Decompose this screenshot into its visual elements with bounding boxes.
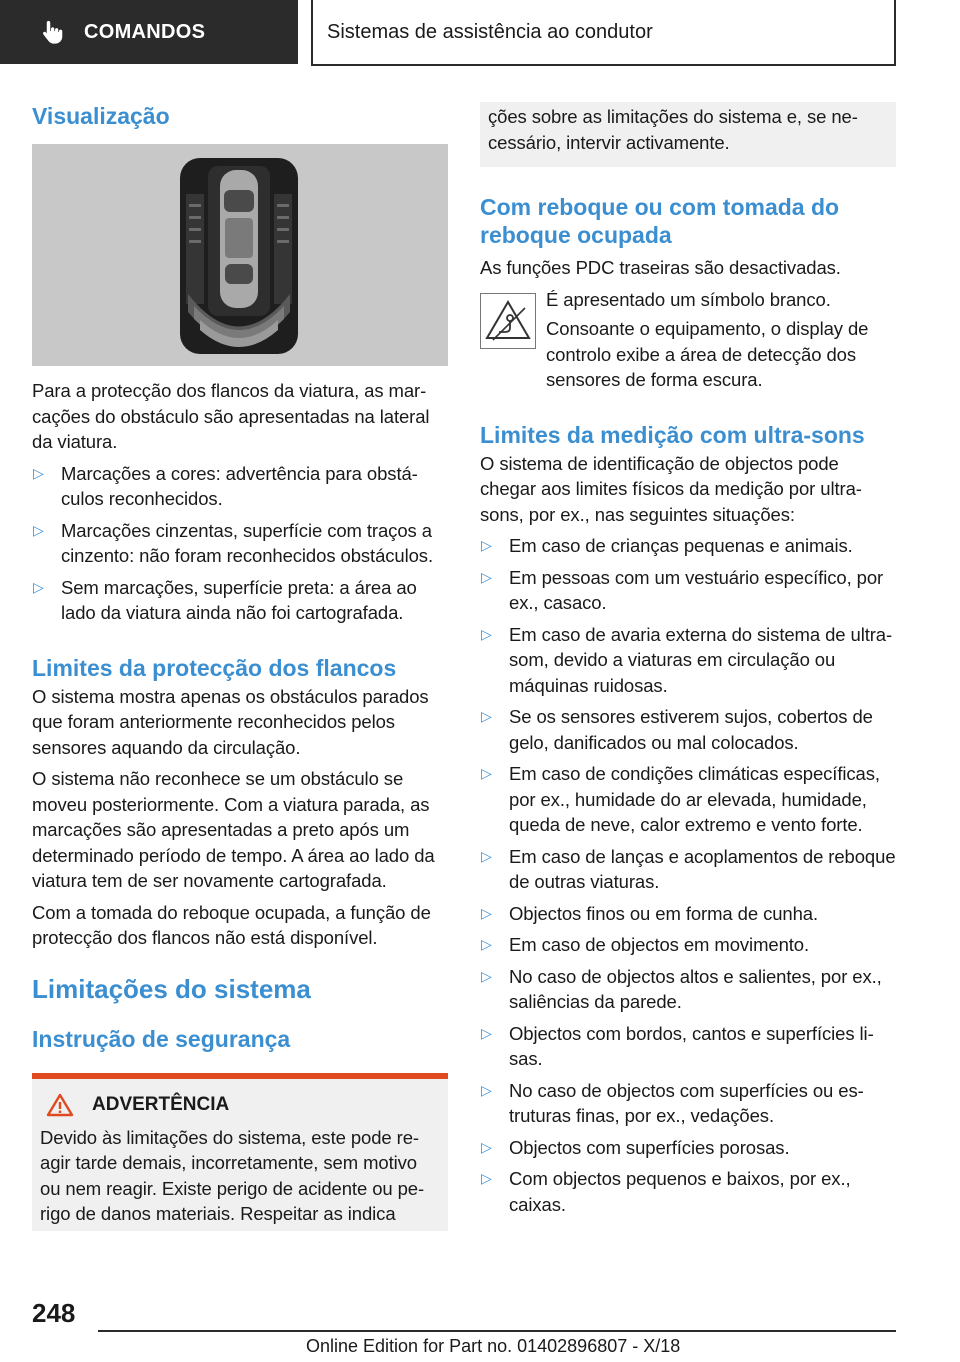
symbol-row [480,287,896,393]
right-column [480,102,896,1217]
footer-edition: Online Edition for Part no. 01402896807 - X/18 [306,1336,681,1356]
trailer-hitch-icon [481,294,535,348]
heading-visualizacao: Visualização [32,103,170,129]
heading-limites-flancos: Limites da protecção dos flancos [32,654,397,681]
left-column [32,102,448,1231]
marking-bullets [32,461,448,626]
list-item: ▷ No caso de objectos com superfícies ou estruturas finas, por ex., vedações. [481,1079,864,1126]
car-topview-illustration [32,144,448,366]
heading-ultra-sons: Limites da medição com ultra-sons [480,421,865,448]
footer-rule [98,1330,896,1332]
warning-triangle-icon [46,1093,74,1117]
triangle-bullet-icon: ▷ [481,904,492,921]
hand-pointer-icon [38,18,66,46]
list-item: ▷ Se os sensores estiverem sujos, cobertos de gelo, danificados ou mal colocados. [481,706,873,753]
list-item: ▷ Em caso de crianças pequenas e animais. [480,533,896,559]
triangle-bullet-icon: ▷ [481,625,492,642]
triangle-bullet-icon: ▷ [481,967,492,984]
warning-text: Devido às limitações do sistema, este pode reagir tarde demais, incorretamente, sem motivo ou nem reagir. Existe perigo de acidente ou perigo de danos materiais. Respeitar as indica [40,1126,425,1224]
chapter-tab [0,0,298,64]
page-number: 248 [32,1298,76,1328]
ultrasound-limit-bullets [480,533,896,1217]
list-item: ▷ Objectos finos ou em forma de cunha. [480,901,896,927]
triangle-bullet-icon: ▷ [481,1024,492,1041]
warning-text-continued: ções sobre as limitações do sistema e, se necessário, intervir activamente. [488,106,858,153]
heading-limitacoes: Limitações do sistema [32,973,311,1004]
triangle-bullet-icon: ▷ [481,1170,492,1186]
section-title-text: Sistemas de assistência ao condutor [327,20,653,43]
list-item: ▷ Em caso de condições climáticas específicas, por ex., humidade do ar elevada, humidade, queda de neve, calor extremo e vento forte. [481,763,880,835]
list-item: ▷ Marcações cinzentas, superfície com traços a cinzento: não foram reconhecidos obstáculos. [33,519,433,566]
list-item: ▷ Em caso de lanças e acoplamentos de reboque de outras viaturas. [481,845,896,892]
car-side-protection-figure [32,144,448,366]
warning-title: ADVERTÊNCIA [92,1093,230,1115]
paragraph: O sistema de identificação de objectos pode chegar aos limites físicos da medição por ultra-sons, por ex., nas seguintes situações: [480,452,862,525]
list-item: ▷ Marcações a cores: advertência para obstáculos reconhecidos. [33,462,418,509]
list-item: ▷ Objectos com superfícies porosas. [480,1135,896,1161]
triangle-bullet-icon: ▷ [481,1081,492,1098]
page-header [0,0,960,66]
triangle-bullet-icon: ▷ [481,1138,492,1155]
list-item: ▷ Em caso de objectos em movimento. [480,932,896,958]
list-item: ▷ Em pessoas com um vestuário específico, por ex., casaco. [481,566,884,613]
triangle-bullet-icon: ▷ [33,464,44,481]
symbol-description [546,287,896,393]
heading-reboque: Com reboque ou com tomada do reboque ocupada [480,194,840,248]
paragraph: Consoante o equipamento, o display de controlo exibe a área de detecção dos sensores de forma escura. [546,318,869,390]
paragraph: As funções PDC traseiras são desactivadas. [480,257,841,278]
list-item: ▷ No caso de objectos altos e salientes, por ex., saliências da parede. [481,965,882,1012]
triangle-bullet-icon: ▷ [33,521,44,538]
chapter-label: COMANDOS [84,20,206,43]
triangle-bullet-icon: ▷ [33,578,44,595]
triangle-bullet-icon: ▷ [481,847,492,864]
list-item: ▷ Objectos com bordos, cantos e superfícies lisas. [481,1022,874,1069]
triangle-bullet-icon: ▷ [481,568,492,585]
paragraph: O sistema mostra apenas os obstáculos parados que foram anteriormente reconhecidos pelos sensores aquando da circulação. [32,685,429,758]
figure-caption: Para a protecção dos flancos da viatura, as marcações do obstáculo são apresentadas na lateral da viatura. [32,380,430,452]
list-item: ▷ Em caso de avaria externa do sistema de ultra-som, devido a viaturas em circulação ou máquinas ruidosas. [481,623,893,696]
heading-instrucao: Instrução de segurança [32,1025,291,1052]
trailer-symbol [480,293,536,349]
list-item: ▷ Sem marcações, superfície preta: a área ao lado da viatura ainda não foi cartografada. [33,576,417,623]
warning-header [46,1093,438,1117]
triangle-bullet-icon: ▷ [481,537,492,553]
triangle-bullet-icon: ▷ [481,936,492,952]
warning-box-continued [480,102,896,167]
paragraph: É apresentado um símbolo branco. [546,288,831,310]
warning-box [32,1073,448,1231]
paragraph: O sistema não reconhece se um obstáculo se moveu posteriormente. Com a viatura parada, as marcações são apresentadas a preto após um determinado período de tempo. A área ao lado da viatura tem de ser novamente cartografada. [32,768,435,891]
section-title [311,0,896,66]
triangle-bullet-icon: ▷ [481,708,492,724]
paragraph: Com a tomada do reboque ocupada, a função de protecção dos flancos não está disponível. [32,901,431,948]
list-item: ▷ Com objectos pequenos e baixos, por ex., caixas. [481,1168,851,1215]
triangle-bullet-icon: ▷ [481,765,492,781]
